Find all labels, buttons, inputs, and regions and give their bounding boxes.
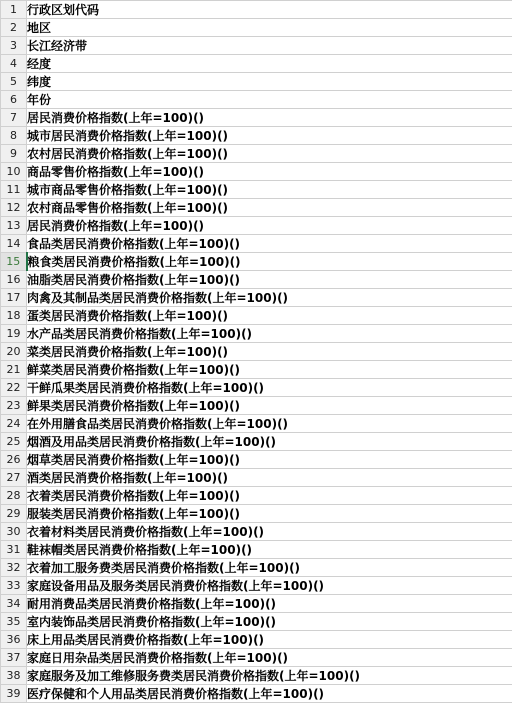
sheet-row (1, 145, 512, 163)
sheet-row (1, 109, 512, 127)
row-number-header[interactable]: 18 (1, 307, 27, 325)
cell-field-name[interactable]: 蛋类居民消费价格指数(上年=100)() (27, 307, 512, 325)
row-number-header[interactable]: 16 (1, 271, 27, 289)
sheet-row (1, 379, 512, 397)
cell-field-name[interactable]: 居民消费价格指数(上年=100)() (27, 217, 512, 235)
sheet-row (1, 595, 512, 613)
row-number-header[interactable]: 6 (1, 91, 27, 109)
cell-field-name[interactable]: 农村商品零售价格指数(上年=100)() (27, 199, 512, 217)
cell-field-name[interactable]: 城市居民消费价格指数(上年=100)() (27, 127, 512, 145)
cell-field-name[interactable]: 家庭设备用品及服务类居民消费价格指数(上年=100)() (27, 577, 512, 595)
row-number-header[interactable]: 25 (1, 433, 27, 451)
cell-field-name[interactable]: 烟草类居民消费价格指数(上年=100)() (27, 451, 512, 469)
row-number-header[interactable]: 28 (1, 487, 27, 505)
row-number-header[interactable]: 1 (1, 1, 27, 19)
row-number-header[interactable]: 10 (1, 163, 27, 181)
sheet-row (1, 289, 512, 307)
sheet-row (1, 433, 512, 451)
sheet-row (1, 685, 512, 703)
cell-field-name[interactable]: 酒类居民消费价格指数(上年=100)() (27, 469, 512, 487)
sheet-row (1, 487, 512, 505)
sheet-row (1, 343, 512, 361)
row-number-header[interactable]: 36 (1, 631, 27, 649)
row-number-header[interactable]: 22 (1, 379, 27, 397)
row-number-header[interactable]: 24 (1, 415, 27, 433)
cell-field-name[interactable]: 室内装饰品类居民消费价格指数(上年=100)() (27, 613, 512, 631)
cell-field-name[interactable]: 食品类居民消费价格指数(上年=100)() (27, 235, 512, 253)
row-number-header[interactable]: 30 (1, 523, 27, 541)
row-number-header[interactable]: 20 (1, 343, 27, 361)
cell-field-name[interactable]: 行政区划代码 (27, 1, 512, 19)
row-number-header[interactable]: 23 (1, 397, 27, 415)
row-number-header[interactable]: 8 (1, 127, 27, 145)
cell-field-name[interactable]: 农村居民消费价格指数(上年=100)() (27, 145, 512, 163)
row-number-header[interactable]: 9 (1, 145, 27, 163)
row-number-header[interactable]: 21 (1, 361, 27, 379)
cell-field-name[interactable]: 肉禽及其制品类居民消费价格指数(上年=100)() (27, 289, 512, 307)
cell-field-name[interactable]: 鞋袜帽类居民消费价格指数(上年=100)() (27, 541, 512, 559)
cell-field-name[interactable]: 年份 (27, 91, 512, 109)
row-number-header[interactable]: 14 (1, 235, 27, 253)
sheet-row (1, 361, 512, 379)
row-number-header[interactable]: 34 (1, 595, 27, 613)
sheet-row (1, 559, 512, 577)
sheet-row (1, 469, 512, 487)
sheet-row (1, 1, 512, 19)
cell-field-name[interactable]: 菜类居民消费价格指数(上年=100)() (27, 343, 512, 361)
row-number-header[interactable]: 26 (1, 451, 27, 469)
cell-field-name[interactable]: 粮食类居民消费价格指数(上年=100)() (27, 253, 512, 271)
row-number-header[interactable]: 5 (1, 73, 27, 91)
row-number-header[interactable]: 11 (1, 181, 27, 199)
cell-field-name[interactable]: 水产品类居民消费价格指数(上年=100)() (27, 325, 512, 343)
cell-field-name[interactable]: 衣着材料类居民消费价格指数(上年=100)() (27, 523, 512, 541)
cell-field-name[interactable]: 衣着类居民消费价格指数(上年=100)() (27, 487, 512, 505)
row-number-header[interactable]: 17 (1, 289, 27, 307)
sheet-row (1, 613, 512, 631)
row-number-header[interactable]: 13 (1, 217, 27, 235)
sheet-row (1, 235, 512, 253)
cell-field-name[interactable]: 医疗保健和个人用品类居民消费价格指数(上年=100)() (27, 685, 512, 703)
row-number-header[interactable]: 35 (1, 613, 27, 631)
cell-field-name[interactable]: 长江经济带 (27, 37, 512, 55)
cell-field-name[interactable]: 地区 (27, 19, 512, 37)
sheet-row (1, 73, 512, 91)
sheet-row (1, 649, 512, 667)
sheet-row (1, 181, 512, 199)
row-number-header[interactable]: 12 (1, 199, 27, 217)
row-number-header[interactable]: 32 (1, 559, 27, 577)
sheet-row (1, 451, 512, 469)
row-number-header[interactable]: 29 (1, 505, 27, 523)
sheet-row (1, 163, 512, 181)
sheet-row (1, 271, 512, 289)
cell-field-name[interactable]: 城市商品零售价格指数(上年=100)() (27, 181, 512, 199)
cell-field-name[interactable]: 鲜果类居民消费价格指数(上年=100)() (27, 397, 512, 415)
cell-field-name[interactable]: 油脂类居民消费价格指数(上年=100)() (27, 271, 512, 289)
cell-field-name[interactable]: 家庭服务及加工维修服务费类居民消费价格指数(上年=100)() (27, 667, 512, 685)
cell-field-name[interactable]: 鲜菜类居民消费价格指数(上年=100)() (27, 361, 512, 379)
sheet-row (1, 55, 512, 73)
row-number-header[interactable]: 7 (1, 109, 27, 127)
sheet-body (1, 1, 512, 703)
cell-field-name[interactable]: 衣着加工服务费类居民消费价格指数(上年=100)() (27, 559, 512, 577)
sheet-row (1, 397, 512, 415)
cell-field-name[interactable]: 在外用膳食品类居民消费价格指数(上年=100)() (27, 415, 512, 433)
sheet-row (1, 505, 512, 523)
sheet-row (1, 37, 512, 55)
sheet-row (1, 667, 512, 685)
sheet-row (1, 541, 512, 559)
row-number-header[interactable]: 27 (1, 469, 27, 487)
row-number-header[interactable]: 2 (1, 19, 27, 37)
sheet-row (1, 577, 512, 595)
cell-field-name[interactable]: 居民消费价格指数(上年=100)() (27, 109, 512, 127)
sheet-row (1, 19, 512, 37)
row-number-header[interactable]: 4 (1, 55, 27, 73)
cell-field-name[interactable]: 商品零售价格指数(上年=100)() (27, 163, 512, 181)
cell-field-name[interactable]: 床上用品类居民消费价格指数(上年=100)() (27, 631, 512, 649)
cell-field-name[interactable]: 服装类居民消费价格指数(上年=100)() (27, 505, 512, 523)
cell-field-name[interactable]: 耐用消费品类居民消费价格指数(上年=100)() (27, 595, 512, 613)
cell-field-name[interactable]: 家庭日用杂品类居民消费价格指数(上年=100)() (27, 649, 512, 667)
sheet-row (1, 217, 512, 235)
sheet-row (1, 325, 512, 343)
sheet-row (1, 253, 512, 271)
sheet-row (1, 127, 512, 145)
row-number-header[interactable]: 33 (1, 577, 27, 595)
cell-field-name[interactable]: 纬度 (27, 73, 512, 91)
row-number-header[interactable]: 3 (1, 37, 27, 55)
cell-field-name[interactable]: 干鲜瓜果类居民消费价格指数(上年=100)() (27, 379, 512, 397)
sheet-row (1, 91, 512, 109)
row-number-header[interactable]: 15 (1, 253, 27, 271)
sheet-row (1, 523, 512, 541)
sheet-row (1, 415, 512, 433)
sheet-row (1, 631, 512, 649)
cell-field-name[interactable]: 烟酒及用品类居民消费价格指数(上年=100)() (27, 433, 512, 451)
row-number-header[interactable]: 38 (1, 667, 27, 685)
row-number-header[interactable]: 31 (1, 541, 27, 559)
row-number-header[interactable]: 19 (1, 325, 27, 343)
cell-field-name[interactable]: 经度 (27, 55, 512, 73)
row-number-header[interactable]: 39 (1, 685, 27, 703)
row-number-header[interactable]: 37 (1, 649, 27, 667)
sheet-row (1, 199, 512, 217)
sheet-row (1, 307, 512, 325)
